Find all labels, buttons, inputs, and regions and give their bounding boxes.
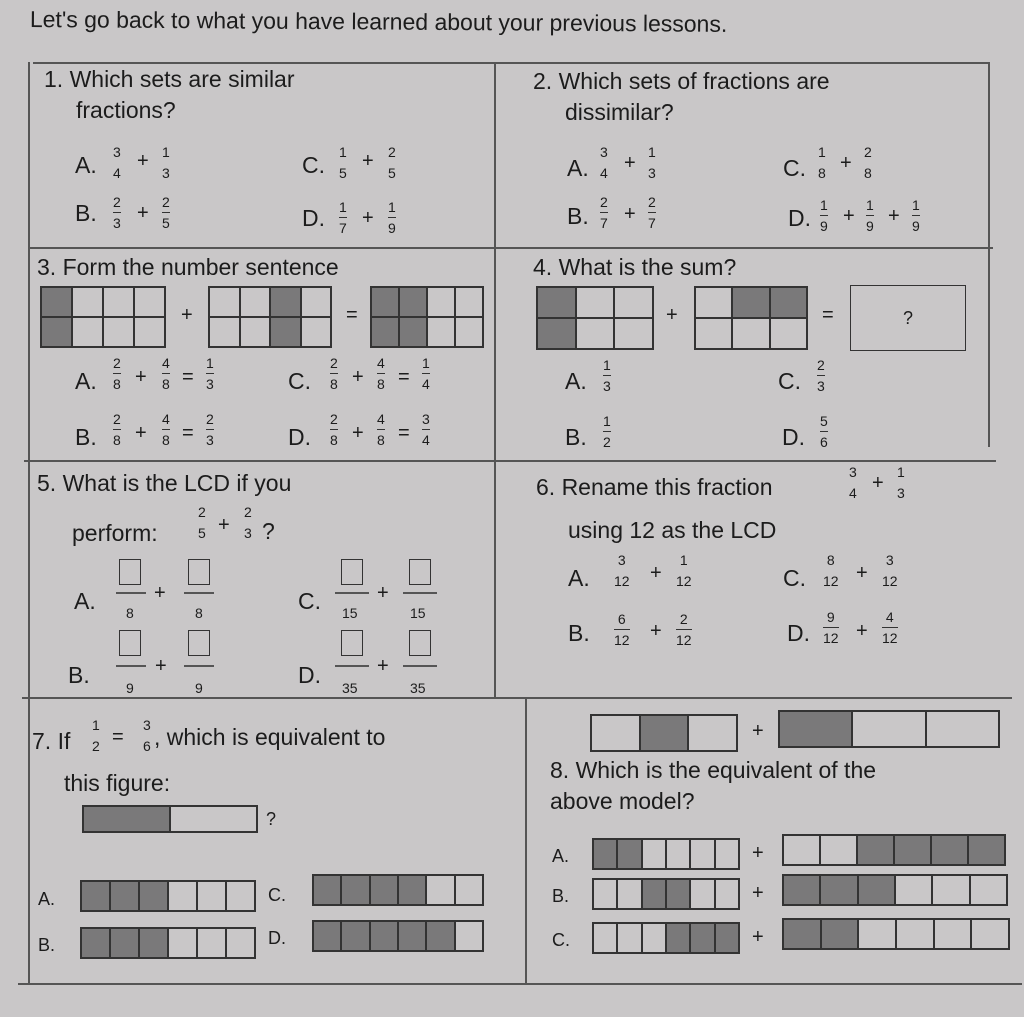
q4-answer-box: ? [850,285,966,351]
unshaded-cell [852,711,925,747]
unshaded-cell [934,919,972,949]
q5-b-denominator-2: 9 [195,680,203,696]
q8-option-c-letter[interactable]: C. [552,930,570,950]
q7-option-d-letter[interactable]: D. [268,928,286,948]
q1-c-frac-2: 2 5 [388,144,396,181]
q4-option-d-letter[interactable]: D. [782,424,805,450]
q6-line2: using 12 as the LCD [568,517,777,543]
unshaded-cell [591,715,640,751]
shaded-cell [537,287,576,318]
plus-sign: + [650,620,662,642]
shaded-cell [857,835,894,865]
q3-a-frac-3: 1 3 [206,355,214,392]
q2-b-frac-2: 2 7 [648,194,656,231]
q1-line2: fractions? [76,97,176,124]
shaded-cell [41,317,72,347]
fraction-bar [116,665,146,667]
shaded-cell [426,921,454,951]
q1-c-frac-1: 1 5 [339,144,347,181]
q5-c-denominator-1: 15 [342,605,358,621]
plus-sign: + [135,366,147,388]
q6-frac-1: 3 4 [849,464,857,501]
q5-a-blank-2[interactable] [188,559,210,585]
q5-question-mark: ? [262,518,275,544]
unshaded-cell [197,881,226,911]
q1-option-d-letter[interactable]: D. [302,205,325,231]
q4-c-frac: 2 3 [817,357,825,394]
q1-b-frac-1: 2 3 [113,194,121,231]
equals-sign: = [822,304,834,326]
shaded-cell [783,919,821,949]
q5-option-a-letter[interactable]: A. [74,588,96,614]
plus-sign: + [155,655,167,677]
q3-title: 3. Form the number sentence [37,254,339,280]
unshaded-cell [197,928,226,958]
table-row-divider-1 [28,247,993,249]
unshaded-cell [168,928,197,958]
q4-model-1 [536,286,654,350]
q6-c-frac-2: 3 12 [882,552,898,589]
unshaded-cell [926,711,999,747]
unshaded-cell [226,881,255,911]
table-row-divider-2 [24,460,996,462]
unshaded-cell [72,287,103,317]
q2-option-c-letter[interactable]: C. [783,155,806,181]
shaded-cell [110,881,139,911]
fraction-bar [403,592,437,594]
q7-option-b-letter[interactable]: B. [38,935,56,955]
shaded-cell [894,835,931,865]
equals-sign: = [398,366,410,388]
q5-option-c-letter[interactable]: C. [298,588,321,614]
q5-line2: perform: [72,520,158,546]
shaded-cell [931,835,968,865]
q2-a-frac-2: 1 3 [648,144,656,181]
unshaded-cell [695,318,732,349]
q3-b-frac-2: 4 8 [162,411,170,448]
q3-model-3 [370,286,484,348]
unshaded-cell [134,317,165,347]
q7-question-mark: ? [266,809,277,829]
q2-a-frac-1: 3 4 [600,144,608,181]
q6-frac-2: 1 3 [897,464,905,501]
q3-d-frac-2: 4 8 [377,411,385,448]
unshaded-cell [642,839,666,869]
equals-sign: = [346,304,358,326]
plus-sign: + [352,366,364,388]
unshaded-cell [576,287,615,318]
plus-sign: + [752,882,764,904]
q3-model-1 [40,286,166,348]
q6-d-frac-2: 4 12 [882,609,898,646]
shaded-cell [399,317,427,347]
plus-sign: + [352,422,364,444]
unshaded-cell [783,835,820,865]
unshaded-cell [896,919,934,949]
q7-prefix: 7. If [32,728,71,754]
unshaded-cell [455,317,483,347]
q3-option-a-letter[interactable]: A. [75,368,97,394]
unshaded-cell [970,875,1007,905]
q8-line2: above model? [550,788,695,815]
q2-d-frac-1: 1 9 [820,197,828,234]
q7-option-d-model [312,920,484,952]
q3-model-2 [208,286,332,348]
shaded-cell [821,919,859,949]
plus-sign: + [362,207,374,229]
q3-c-frac-2: 4 8 [377,355,385,392]
plus-sign: + [666,304,678,326]
fraction-bar [403,665,437,667]
q6-a-frac-1: 3 12 [614,552,630,589]
unshaded-cell [209,317,240,347]
q5-option-d-letter[interactable]: D. [298,662,321,688]
shaded-cell [81,928,110,958]
shaded-cell [270,317,301,347]
shaded-cell [783,875,820,905]
q6-b-frac-1: 6 12 [614,611,630,648]
shaded-cell [139,928,168,958]
shaded-cell [858,875,895,905]
unshaded-cell [301,317,332,347]
q8-option-a-model-2 [782,834,1006,866]
q3-d-frac-1: 2 8 [330,411,338,448]
q2-d-frac-2: 1 9 [866,197,874,234]
plus-sign: + [840,152,852,174]
unshaded-cell [617,879,641,909]
q8-model-1 [590,714,738,752]
shaded-cell [370,875,398,905]
shaded-cell [371,317,399,347]
unshaded-cell [103,317,134,347]
unshaded-cell [576,318,615,349]
q8-option-c-model-2 [782,918,1010,950]
q3-c-frac-3: 1 4 [422,355,430,392]
q5-d-denominator-1: 35 [342,680,358,696]
q2-option-a-letter[interactable]: A. [567,155,589,181]
plus-sign: + [856,620,868,642]
plus-sign: + [752,720,764,742]
plus-sign: + [218,514,230,536]
q5-a-blank-1[interactable] [119,559,141,585]
q8-option-b-model-2 [782,874,1008,906]
q5-a-denominator-1: 8 [126,605,134,621]
plus-sign: + [377,655,389,677]
q3-a-frac-2: 4 8 [162,355,170,392]
table-row-divider-3 [22,697,1012,699]
q6-option-b-letter[interactable]: B. [568,620,590,646]
unshaded-cell [732,318,769,349]
q7-option-c-model [312,874,484,906]
q5-c-blank-2[interactable] [409,559,431,585]
shaded-cell [110,928,139,958]
q1-option-a-letter[interactable]: A. [75,152,97,178]
q3-d-frac-3: 3 4 [422,411,430,448]
plus-sign: + [624,152,636,174]
shaded-cell [617,839,641,869]
fraction-bar [335,665,369,667]
q3-c-frac-1: 2 8 [330,355,338,392]
q2-line2: dissimilar? [565,99,674,126]
q3-option-d-letter[interactable]: D. [288,424,311,450]
unshaded-cell [971,919,1009,949]
q3-a-frac-1: 2 8 [113,355,121,392]
shaded-cell [371,287,399,317]
q7-suffix: , which is equivalent to [154,724,386,750]
q1-a-frac-1: 3 4 [113,144,121,181]
q5-title: 5. What is the LCD if you [37,470,292,496]
q5-frac-2: 2 3 [244,504,252,541]
unshaded-cell [715,879,739,909]
q1-a-frac-2: 1 3 [162,144,170,181]
plus-sign: + [377,582,389,604]
q5-b-blank-2[interactable] [188,630,210,656]
unshaded-cell [103,287,134,317]
unshaded-cell [427,317,455,347]
unshaded-cell [240,287,271,317]
q7-frac-2: 3 6 [143,717,151,754]
q8-line1: 8. Which is the equivalent of the [550,757,877,783]
shaded-cell [398,875,426,905]
q1-option-b-letter[interactable]: B. [75,200,97,226]
unshaded-cell [426,875,454,905]
q4-option-b-letter[interactable]: B. [565,424,587,450]
q2-text [533,66,830,128]
plus-sign: + [843,205,855,227]
q6-b-frac-2: 2 12 [676,611,692,648]
equals-sign: = [112,726,124,748]
unshaded-cell [455,921,483,951]
q8-option-b-letter[interactable]: B. [552,886,570,906]
q6-title: 6. Rename this fraction [536,474,773,500]
unshaded-cell [715,839,739,869]
q7-option-c-letter[interactable]: C. [268,885,286,905]
unshaded-cell [168,881,197,911]
q3-b-frac-1: 2 8 [113,411,121,448]
q6-c-frac-1: 8 12 [823,552,839,589]
table-border-bottom [18,983,1022,985]
unshaded-cell [666,839,690,869]
unshaded-cell [455,875,483,905]
q7-option-a-letter[interactable]: A. [38,889,56,909]
plus-sign: + [650,562,662,584]
shaded-cell [313,875,341,905]
shaded-cell [690,923,714,953]
unshaded-cell [301,287,332,317]
shaded-cell [770,287,807,318]
q4-b-frac: 1 2 [603,413,611,450]
fraction-bar [335,592,369,594]
shaded-cell [83,806,170,832]
unshaded-cell [858,919,896,949]
unshaded-cell [134,287,165,317]
plus-sign: + [137,202,149,224]
q4-option-c-letter[interactable]: C. [778,368,801,394]
table-column-divider [494,62,496,697]
q5-b-blank-1[interactable] [119,630,141,656]
q1-line1: 1. Which sets are similar [44,66,295,92]
q4-model-2 [694,286,808,350]
unshaded-cell [170,806,257,832]
plus-sign: + [856,562,868,584]
shaded-cell [666,879,690,909]
fraction-bar [184,665,214,667]
q4-title: 4. What is the sum? [533,254,737,280]
plus-sign: + [137,150,149,172]
q6-option-a-letter[interactable]: A. [568,565,590,591]
shaded-cell [820,875,857,905]
plus-sign: + [362,150,374,172]
plus-sign: + [624,203,636,225]
q3-option-b-letter[interactable]: B. [75,424,97,450]
table-border-right [988,62,990,447]
q6-option-c-letter[interactable]: C. [783,565,806,591]
shaded-cell [399,287,427,317]
q2-line1: 2. Which sets of fractions are [533,68,830,94]
fraction-bar [116,592,146,594]
q4-option-a-letter[interactable]: A. [565,368,587,394]
unshaded-cell [642,923,666,953]
shaded-cell [81,881,110,911]
q5-d-denominator-2: 35 [410,680,426,696]
q8-option-a-model-1 [592,838,740,870]
q8-text [550,755,876,817]
q3-option-c-letter[interactable]: C. [288,368,311,394]
q1-b-frac-2: 2 5 [162,194,170,231]
unshaded-cell [695,287,732,318]
shaded-cell [666,923,690,953]
unshaded-cell [240,317,271,347]
unshaded-cell [690,879,714,909]
q8-option-a-letter[interactable]: A. [552,846,570,866]
q5-d-blank-2[interactable] [409,630,431,656]
plus-sign: + [154,582,166,604]
equals-sign: = [398,422,410,444]
shaded-cell [779,711,852,747]
q1-option-c-letter[interactable]: C. [302,152,325,178]
plus-sign: + [888,205,900,227]
q2-b-frac-1: 2 7 [600,194,608,231]
shaded-cell [341,921,369,951]
shaded-cell [593,839,617,869]
shaded-cell [41,287,72,317]
q6-option-d-letter[interactable]: D. [787,620,810,646]
q5-c-blank-1[interactable] [341,559,363,585]
q2-d-frac-3: 1 9 [912,197,920,234]
q7-frac-1: 1 2 [92,717,100,754]
plus-sign: + [135,422,147,444]
q4-a-frac: 1 3 [603,357,611,394]
q8-option-b-model-1 [592,878,740,910]
shaded-cell [732,287,769,318]
q1-text [44,64,295,126]
shaded-cell [313,921,341,951]
q2-option-b-letter[interactable]: B. [567,203,589,229]
shaded-cell [398,921,426,951]
worksheet-header: Let's go back to what you have learned about your previous lessons. [29,6,728,37]
equals-sign: = [182,422,194,444]
q1-d-frac-1: 1 7 [339,199,347,236]
unshaded-cell [209,287,240,317]
q7-option-a-model [80,880,256,912]
unshaded-cell [690,839,714,869]
shaded-cell [642,879,666,909]
table-border-left [28,62,30,983]
q5-option-b-letter[interactable]: B. [68,662,90,688]
fraction-bar [184,592,214,594]
unshaded-cell [688,715,737,751]
q5-d-blank-1[interactable] [341,630,363,656]
q2-c-frac-2: 2 8 [864,144,872,181]
q3-b-frac-3: 2 3 [206,411,214,448]
q8-model-2 [778,710,1000,748]
q7-option-b-model [80,927,256,959]
q7-line2: this figure: [64,770,171,796]
unshaded-cell [895,875,932,905]
unshaded-cell [614,318,653,349]
shaded-cell [640,715,689,751]
plus-sign: + [181,304,193,326]
unshaded-cell [614,287,653,318]
plus-sign: + [752,926,764,948]
unshaded-cell [72,317,103,347]
q6-d-frac-1: 9 12 [823,609,839,646]
q7-model [82,805,258,833]
shaded-cell [270,287,301,317]
q8-option-c-model-1 [592,922,740,954]
unshaded-cell [770,318,807,349]
q1-d-frac-2: 1 9 [388,199,396,236]
q4-d-frac: 5 6 [820,413,828,450]
unshaded-cell [593,923,617,953]
unshaded-cell [593,879,617,909]
unshaded-cell [427,287,455,317]
shaded-cell [139,881,168,911]
unshaded-cell [617,923,641,953]
shaded-cell [341,875,369,905]
plus-sign: + [872,472,884,494]
q6-a-frac-2: 1 12 [676,552,692,589]
unshaded-cell [455,287,483,317]
q2-c-frac-1: 1 8 [818,144,826,181]
shaded-cell [537,318,576,349]
q5-b-denominator-1: 9 [126,680,134,696]
q5-c-denominator-2: 15 [410,605,426,621]
shaded-cell [968,835,1005,865]
equals-sign: = [182,366,194,388]
shaded-cell [370,921,398,951]
plus-sign: + [752,842,764,864]
shaded-cell [715,923,739,953]
q5-a-denominator-2: 8 [195,605,203,621]
table-column-divider-lower [525,697,527,983]
unshaded-cell [226,928,255,958]
unshaded-cell [932,875,969,905]
q2-option-d-letter[interactable]: D. [788,205,811,231]
q5-frac-1: 2 5 [198,504,206,541]
unshaded-cell [820,835,857,865]
